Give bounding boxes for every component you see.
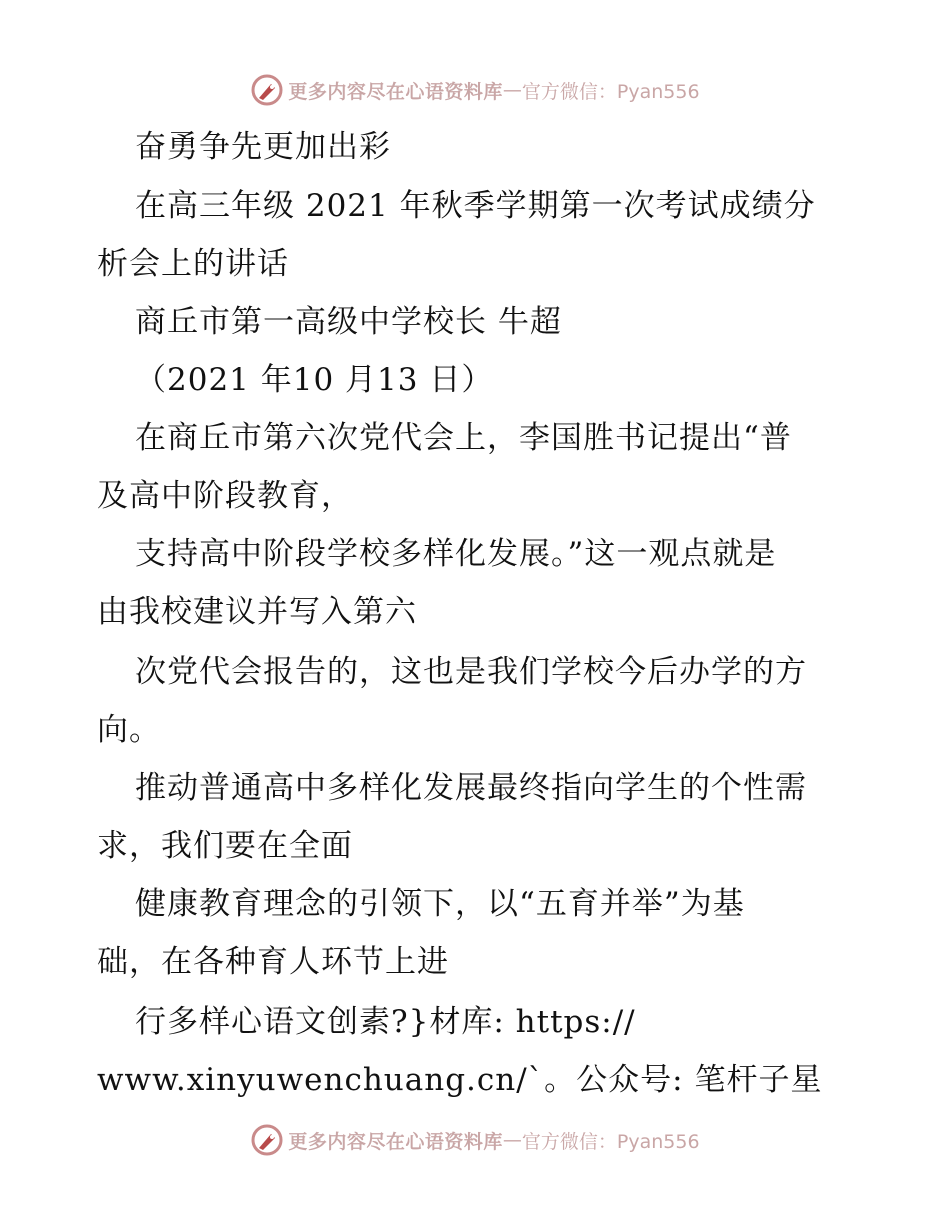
- paragraph-line: 健康教育理念的引领下，以“五育并举”为基: [135, 886, 745, 922]
- speech-subtitle-line-2: 析会上的讲话: [97, 246, 289, 282]
- speech-title: 奋勇争先更加出彩: [135, 129, 391, 165]
- watermark-contact: 官方微信：Pyan556: [521, 80, 700, 103]
- paragraph-line: 在商丘市第六次党代会上，李国胜书记提出“普: [135, 420, 792, 456]
- speech-subtitle-line-1: 在高三年级 2021 年秋季学期第一次考试成绩分: [135, 188, 816, 224]
- watermark-text: 更多内容尽在心语资料库: [288, 1130, 503, 1153]
- paragraph-line: 求，我们要在全面: [97, 828, 353, 864]
- watermark-contact: 官方微信：Pyan556: [521, 1130, 700, 1153]
- paragraph-line: 支持高中阶段学校多样化发展。”这一观点就是: [135, 536, 777, 572]
- paragraph-line: 础，在各种育人环节上进: [97, 944, 449, 980]
- paragraph-line: 由我校建议并写入第六: [97, 594, 417, 630]
- watermark-dash: —: [502, 79, 522, 101]
- paragraph-line: 次党代会报告的，这也是我们学校今后办学的方: [135, 654, 807, 690]
- paragraph-line: 推动普通高中多样化发展最终指向学生的个性需: [135, 770, 807, 806]
- speaker-line: 商丘市第一高级中学校长 牛超: [135, 304, 562, 340]
- date-line: （2021 年10 月13 日）: [135, 362, 494, 398]
- paragraph-line: 及高中阶段教育，: [97, 478, 353, 514]
- pen-nib-circle-icon: [250, 1123, 284, 1157]
- watermark-text: 更多内容尽在心语资料库: [288, 80, 503, 103]
- footer-watermark-banner: [0, 1120, 950, 1160]
- paragraph-line: www.xinyuwenchuang.cn/`。公众号: 笔杆子星: [97, 1062, 823, 1098]
- paragraph-line: 向。: [97, 712, 161, 748]
- paragraph-line: 行多样心语文创素?}材库: https://: [135, 1004, 636, 1040]
- watermark-dash: —: [502, 1129, 522, 1151]
